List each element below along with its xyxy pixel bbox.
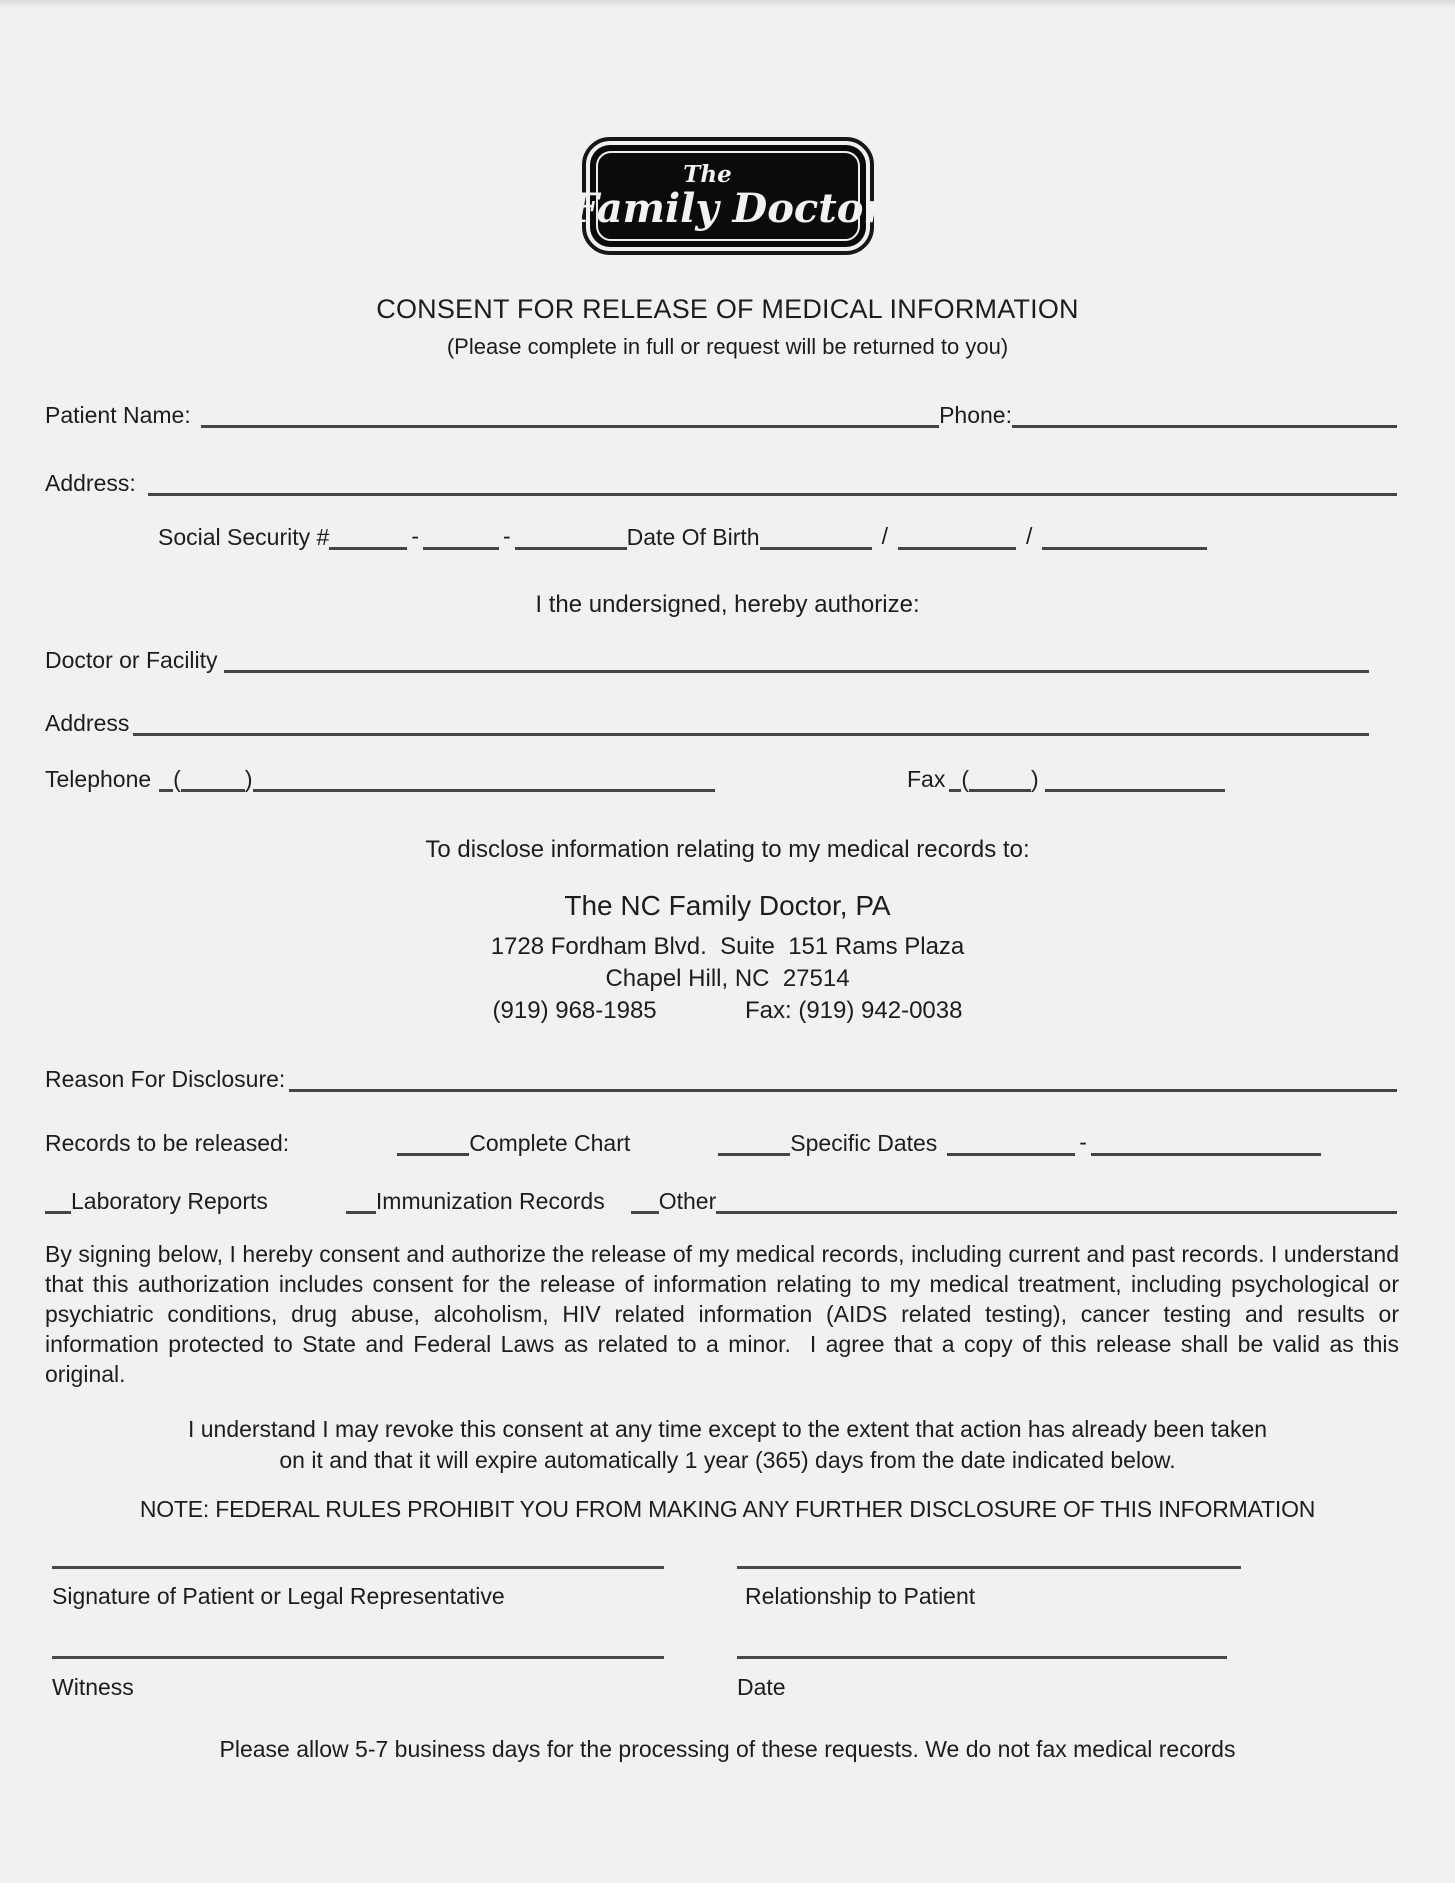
ssn-dob-row <box>45 520 1397 550</box>
specific-dates-to-blank[interactable] <box>1091 1146 1321 1156</box>
laboratory-blank[interactable] <box>45 1204 71 1214</box>
practice-phone-row <box>0 997 1455 1025</box>
family-doctor-logo <box>570 137 885 255</box>
ssn-label: Social Security # <box>158 523 330 550</box>
patient-address-blank[interactable] <box>148 486 1397 496</box>
specific-dates-blank[interactable] <box>718 1146 790 1156</box>
practice-fax: Fax: (919) 942-0038 <box>745 997 963 1024</box>
fax-number-blank[interactable] <box>1045 782 1225 792</box>
telephone-paren-close: ) <box>244 765 253 792</box>
record-types-row <box>45 1184 1397 1214</box>
ssn-blank-2[interactable] <box>423 540 499 550</box>
reason-row <box>45 1062 1397 1092</box>
dob-blank-1[interactable] <box>760 540 872 550</box>
telephone-areacode-blank[interactable] <box>181 782 245 792</box>
revoke-paragraph: I understand I may revoke this consent at any time except to the extent that action has already been taken on it and that it will expire automatically 1 year (365) days from the date indicated below. <box>187 1416 1268 1473</box>
fax-group <box>907 767 1225 792</box>
fax-areacode-blank[interactable] <box>969 782 1031 792</box>
reason-blank[interactable] <box>289 1082 1397 1092</box>
patient-name-row <box>45 398 1397 428</box>
ssn-blank-1[interactable] <box>329 540 407 550</box>
specific-dates-from-blank[interactable] <box>947 1146 1075 1156</box>
telephone-number-blank[interactable] <box>267 782 715 792</box>
other-blank[interactable] <box>631 1204 659 1214</box>
other-label: Other <box>658 1187 717 1214</box>
logo-the-text: The <box>683 161 732 188</box>
date-line[interactable] <box>737 1656 1227 1659</box>
practice-phone: (919) 968-1985 <box>492 997 657 1024</box>
disclose-heading: To disclose information relating to my medical records to: <box>425 836 1030 863</box>
complete-chart-blank[interactable] <box>397 1146 469 1156</box>
reason-label: Reason For Disclosure: <box>45 1065 286 1092</box>
records-row <box>45 1126 1397 1156</box>
fax-label: Fax <box>907 765 946 792</box>
patient-name-blank[interactable] <box>201 418 939 428</box>
doctor-facility-row <box>45 643 1397 673</box>
form-subtitle: (Please complete in full or request will be returned to you) <box>446 334 1009 359</box>
phone-blank[interactable] <box>1012 418 1397 428</box>
signature-label: Signature of Patient or Legal Representative <box>52 1583 505 1609</box>
dob-slash-1: / <box>881 523 888 549</box>
telephone-fax-row <box>45 762 1397 792</box>
practice-address-line1: 1728 Fordham Blvd. Suite 151 Rams Plaza <box>490 933 965 960</box>
fax-paren-close: ) <box>1031 765 1039 792</box>
date-label: Date <box>737 1674 786 1700</box>
specific-dates-label: Specific Dates <box>790 1129 938 1156</box>
doctor-facility-blank[interactable] <box>224 663 1369 673</box>
telephone-pre-blank[interactable] <box>159 782 173 792</box>
processing-note: Please allow 5-7 business days for the processing of these requests. We do not fax medical records <box>219 1736 1236 1762</box>
specific-dates-dash: - <box>1079 1129 1087 1155</box>
telephone-label: Telephone <box>45 765 152 792</box>
practice-address-line2: Chapel Hill, NC 27514 <box>605 965 850 992</box>
witness-line[interactable] <box>52 1656 664 1659</box>
doctor-facility-label: Doctor or Facility <box>45 646 218 673</box>
authorize-heading: I the undersigned, hereby authorize: <box>535 591 920 618</box>
fax-pre-blank[interactable] <box>949 782 961 792</box>
practice-name: The NC Family Doctor, PA <box>564 890 891 921</box>
witness-label: Witness <box>52 1674 134 1700</box>
dob-blank-2[interactable] <box>898 540 1016 550</box>
signature-line[interactable] <box>52 1566 664 1569</box>
patient-address-row <box>45 466 1397 496</box>
federal-note: NOTE: FEDERAL RULES PROHIBIT YOU FROM MAKING ANY FURTHER DISCLOSURE OF THIS INFORMATION <box>139 1496 1316 1522</box>
relationship-label: Relationship to Patient <box>745 1583 976 1609</box>
patient-name-label: Patient Name: <box>45 401 191 428</box>
logo-name-text: Family Doctor <box>570 185 885 232</box>
facility-address-blank[interactable] <box>133 726 1369 736</box>
facility-address-row <box>45 706 1397 736</box>
complete-chart-label: Complete Chart <box>469 1129 631 1156</box>
form-title: CONSENT FOR RELEASE OF MEDICAL INFORMATION <box>376 294 1079 324</box>
dob-slash-2: / <box>1025 523 1033 549</box>
dob-blank-3[interactable] <box>1042 540 1207 550</box>
fax-paren-open: ( <box>961 765 970 792</box>
facility-address-label: Address <box>45 709 130 736</box>
dob-label: Date Of Birth <box>626 523 760 550</box>
relationship-line[interactable] <box>737 1566 1241 1569</box>
immunization-blank[interactable] <box>346 1204 376 1214</box>
immunization-label: Immunization Records <box>375 1187 605 1214</box>
patient-address-label: Address: <box>45 469 136 496</box>
laboratory-label: Laboratory Reports <box>71 1187 268 1214</box>
ssn-dash-2: - <box>502 523 511 549</box>
records-label: Records to be released: <box>45 1129 290 1156</box>
other-text-blank[interactable] <box>716 1204 1397 1214</box>
ssn-blank-3[interactable] <box>515 540 627 550</box>
family-doctor-logo-plate <box>570 145 885 247</box>
ssn-dash-1: - <box>411 523 419 549</box>
telephone-paren-open: ( <box>173 765 181 792</box>
consent-paragraph: By signing below, I hereby consent and authorize the release of my medical records, including current and past records. I understand that this authorization includes consent for the release of information relating to my medical treatment, including psychological or psychiatric conditions, drug abuse, alcoholism, HIV related information (AIDS related testing), cancer testing and results or information protected to State and Federal Laws as related to a minor. I agree that a copy of this release shall be valid as this original. <box>45 1241 1406 1387</box>
scan-top-edge <box>0 0 1455 8</box>
phone-label: Phone: <box>939 401 1012 428</box>
telephone-post-blank[interactable] <box>253 782 267 792</box>
